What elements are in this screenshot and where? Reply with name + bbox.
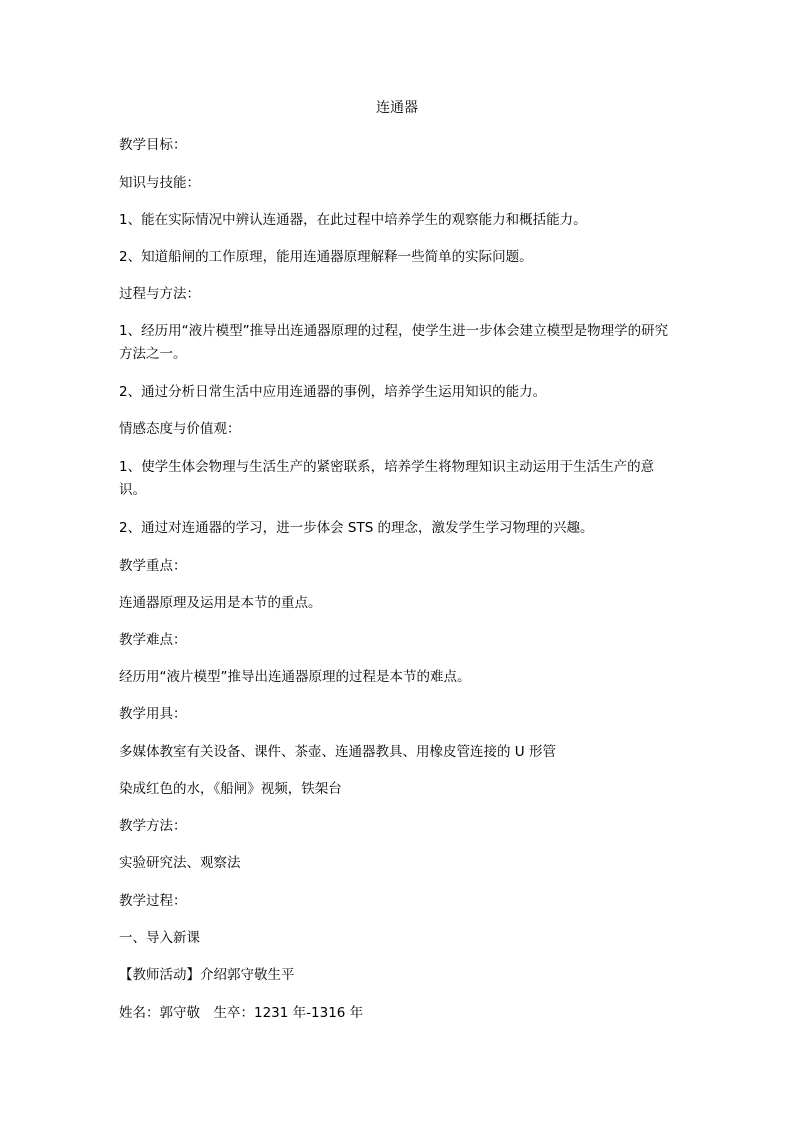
paragraph: 2、知道船闸的工作原理，能用连通器原理解释一些简单的实际问题。: [119, 249, 533, 265]
document-title: 连通器: [376, 100, 418, 116]
paragraph: 1、使学生体会物理与生活生产的紧密联系，培养学生将物理知识主动运用于生活生产的意识。: [119, 459, 655, 498]
paragraph: 【教师活动】介绍郭守敬生平: [119, 967, 295, 983]
section-heading-difficulties: 教学难点：: [119, 632, 187, 648]
subheading-emotions-values: 情感态度与价值观：: [119, 421, 241, 437]
paragraph: 1、能在实际情况中辨认连通器，在此过程中培养学生的观察能力和概括能力。: [119, 212, 587, 228]
paragraph: 连通器原理及运用是本节的重点。: [119, 595, 322, 611]
paragraph: 经历用“液片模型”推导出连通器原理的过程是本节的难点。: [119, 669, 471, 685]
paragraph: 多媒体教室有关设备、课件、茶壶、连通器教具、用橡皮管连接的 U 形管: [119, 744, 556, 760]
section-heading-objectives: 教学目标：: [119, 137, 187, 153]
section-heading-key-points: 教学重点：: [119, 558, 187, 574]
section-heading-process: 教学过程：: [119, 893, 187, 909]
subheading-process-methods: 过程与方法：: [119, 286, 200, 302]
paragraph: 姓名：郭守敬 生卒：1231 年-1316 年: [119, 1005, 364, 1021]
paragraph: 1、经历用“液片模型”推导出连通器原理的过程，使学生进一步体会建立模型是物理学的研究方法之一。: [119, 323, 669, 362]
paragraph: 染成红色的水，《船闸》视频，铁架台: [119, 781, 342, 797]
paragraph: 2、通过对连通器的学习，进一步体会 STS 的理念，激发学生学习物理的兴趣。: [119, 520, 594, 536]
paragraph: 2、通过分析日常生活中应用连通器的事例，培养学生运用知识的能力。: [119, 384, 547, 400]
subheading-knowledge-skills: 知识与技能：: [119, 175, 200, 191]
section-heading-methods: 教学方法：: [119, 818, 187, 834]
paragraph: 实验研究法、观察法: [119, 855, 241, 871]
section-heading-materials: 教学用具：: [119, 706, 187, 722]
subheading-introduction: 一、导入新课: [119, 930, 200, 946]
